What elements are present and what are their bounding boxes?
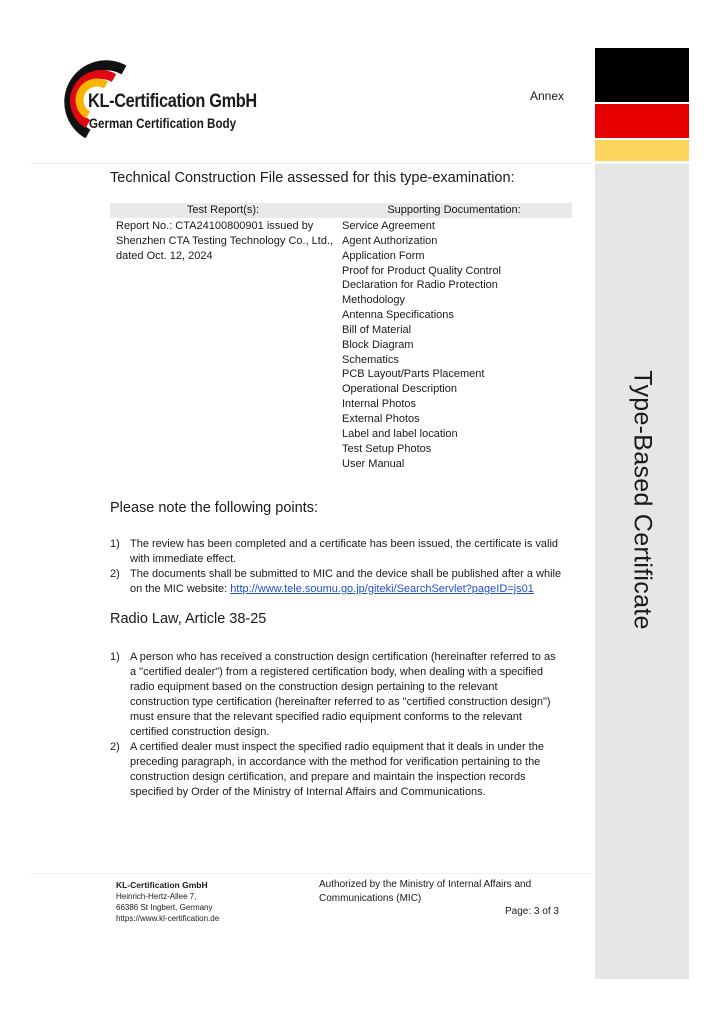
doc-item: Bill of Material (342, 323, 412, 336)
col-supporting-docs: Supporting Documentation: (387, 204, 521, 216)
doc-item: Methodology (342, 294, 405, 307)
list-line-prefix: on the MIC website: (130, 583, 231, 595)
list-line: specified by Order of the Ministry of Internal Affairs and Communications. (130, 786, 486, 798)
footer-divider (30, 873, 592, 874)
list-item (110, 537, 572, 567)
doc-item: Service Agreement (342, 220, 435, 232)
list-item (110, 740, 572, 800)
list-number: 1) (110, 651, 120, 663)
list-line: The documents shall be submitted to MIC and the device shall be published after a while (130, 568, 562, 580)
report-line: Shenzhen CTA Testing Technology Co., Ltd., (116, 235, 334, 247)
report-line: Report No.: CTA24100800901 issued by (116, 220, 314, 232)
logo-tagline: German Certification Body (89, 116, 237, 131)
list-line: The review has been completed and a certificate has been issued, the certificate is valid (130, 538, 559, 550)
company-logo (48, 58, 257, 138)
list-line: construction type certification (hereinafter referred to as "certified construction design") (130, 696, 551, 708)
list-line: a "certified dealer") from a registered certification body, when dealing with a specified (130, 666, 543, 678)
list-number: 1) (110, 538, 120, 550)
report-line: dated Oct. 12, 2024 (116, 250, 213, 262)
footer-auth-line: Authorized by the Ministry of Internal Affairs and (319, 879, 532, 890)
mic-website-link[interactable]: http://www.tele.soumu.go.jp/giteki/SearchServlet?pageID=js01 (230, 583, 534, 595)
doc-item: Agent Authorization (342, 234, 438, 247)
list-line: with immediate effect. (130, 553, 237, 565)
doc-item: Test Setup Photos (342, 442, 432, 455)
doc-item: Proof for Product Quality Control (342, 264, 501, 277)
doc-item: User Manual (342, 457, 405, 470)
flag-gold-stripe (595, 140, 689, 161)
footer-website[interactable]: https://www.kl-certification.de (116, 914, 220, 923)
doc-item: External Photos (342, 412, 420, 425)
list-line: preceding paragraph, in accordance with the method for verification pertaining to the (130, 756, 541, 768)
list-line: radio equipment based on the construction design pertaining to the relevant (130, 681, 498, 693)
doc-item: Application Form (342, 249, 425, 262)
list-item (110, 567, 572, 597)
footer-street: Heinrich-Hertz-Allee 7, (116, 892, 197, 901)
doc-item: Internal Photos (342, 398, 416, 411)
footer-company: KL-Certification GmbH (116, 880, 208, 890)
flag-black-stripe (595, 48, 689, 102)
notes-heading: Please note the following points: (110, 500, 318, 516)
list-item (110, 650, 572, 740)
annex-label: Annex (530, 89, 565, 103)
side-title: Type-Based Certificate (628, 370, 657, 630)
tcf-heading: Technical Construction File assessed for this type-examination: (110, 170, 515, 186)
supporting-docs-list (342, 219, 501, 471)
tcf-table-header (110, 203, 572, 218)
doc-item: Antenna Specifications (342, 309, 454, 322)
radio-law-list (110, 650, 572, 800)
list-line: construction design certification, and prepare and maintain the inspection records (130, 771, 526, 783)
footer-city: 66386 St Ingbert, Germany (116, 903, 213, 912)
doc-item: Label and label location (342, 427, 458, 440)
list-number: 2) (110, 568, 120, 580)
doc-item: PCB Layout/Parts Placement (342, 368, 485, 381)
page-number: Page: 3 of 3 (505, 906, 559, 917)
list-line: certified construction design. (130, 726, 270, 738)
footer-address (116, 880, 219, 924)
list-line: must ensure that the relevant specified radio equipment conforms to the relevant (130, 711, 522, 723)
list-number: 2) (110, 741, 120, 753)
flag-red-stripe (595, 104, 689, 138)
test-report-cell (116, 219, 336, 264)
logo-company-name: KL-Certification GmbH (88, 91, 257, 112)
doc-item: Operational Description (342, 383, 457, 396)
doc-item: Declaration for Radio Protection (342, 279, 498, 292)
doc-item: Schematics (342, 353, 399, 366)
list-line: A certified dealer must inspect the specified radio equipment that it deals in under the (130, 741, 544, 753)
doc-item: Block Diagram (342, 338, 414, 351)
header-divider (30, 163, 592, 164)
list-line: A person who has received a construction design certification (hereinafter referred to as (130, 651, 556, 663)
notes-list (110, 537, 572, 597)
col-test-reports: Test Report(s): (186, 204, 260, 216)
footer-authorization (319, 878, 531, 906)
radio-law-heading: Radio Law, Article 38-25 (110, 611, 267, 627)
footer-auth-line: Communications (MIC) (319, 893, 422, 904)
list-line (130, 582, 572, 597)
